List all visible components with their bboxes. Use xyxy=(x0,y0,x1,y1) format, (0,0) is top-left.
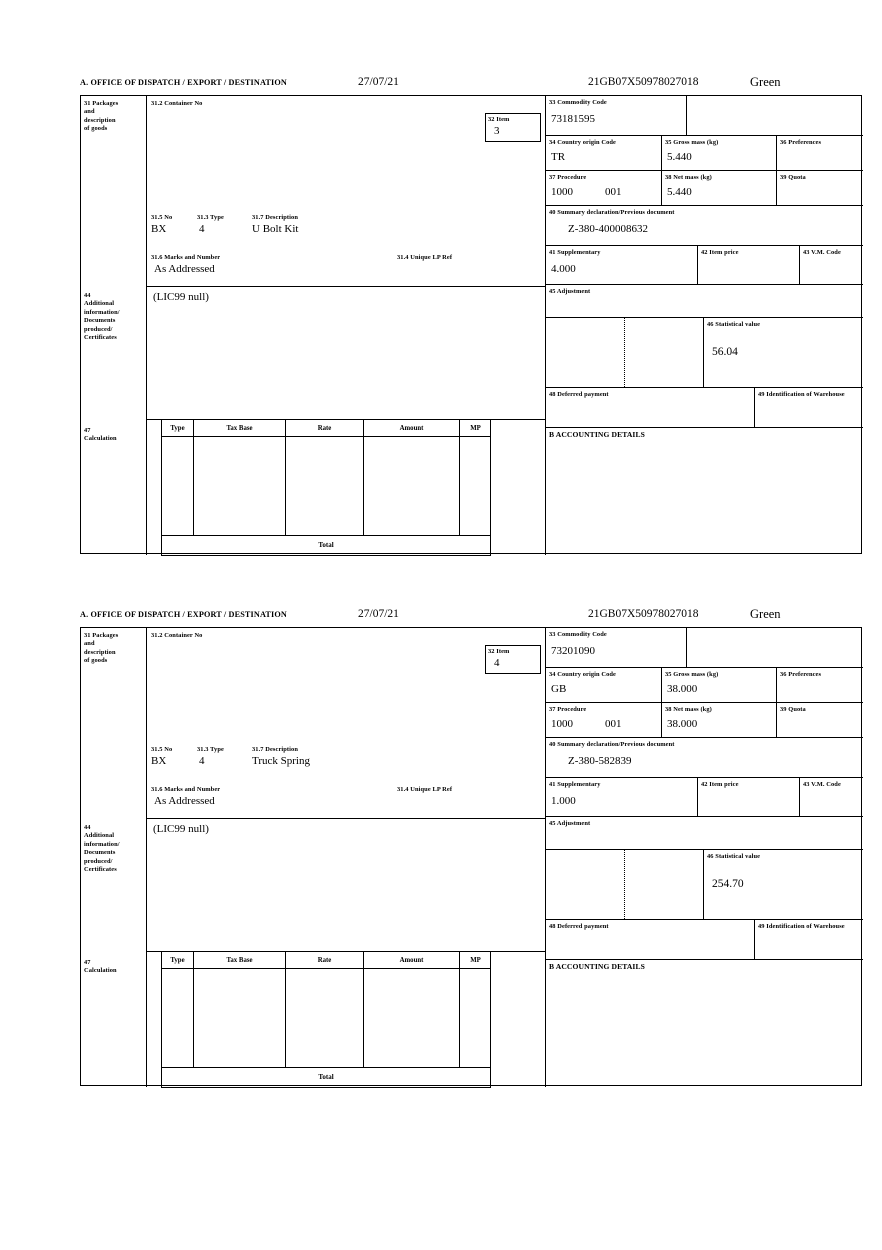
col-header-rate: Rate xyxy=(286,952,364,969)
box36-preferences xyxy=(777,136,863,170)
commodity-code-label: 33 Commodity Code xyxy=(549,99,607,106)
calculation-table xyxy=(161,952,491,1088)
box32-item-number xyxy=(485,113,541,142)
dotted-divider xyxy=(624,850,703,919)
supplementary-value: 1.000 xyxy=(551,795,576,807)
col-header-type: Type xyxy=(162,952,194,969)
table-cell-mp xyxy=(460,969,491,1068)
previous-document-value: Z-380-582839 xyxy=(568,755,632,767)
procedure-label: 37 Procedure xyxy=(549,174,587,181)
table-cell-rate xyxy=(286,437,364,536)
package-type-label: 31.3 Type xyxy=(197,214,224,221)
form-body xyxy=(80,627,862,1086)
country-origin-value: TR xyxy=(551,151,566,163)
box48-49-row xyxy=(546,388,863,428)
calculation-table-body xyxy=(162,969,490,1068)
gross-mass-value: 38.000 xyxy=(667,683,698,695)
warehouse-id-label: 49 Identification of Warehouse xyxy=(758,923,845,930)
country-origin-label: 34 Country origin Code xyxy=(549,671,616,678)
col-header-amount: Amount xyxy=(364,952,460,969)
additional-info-value: (LIC99 null) xyxy=(153,823,209,835)
box37-procedure xyxy=(546,171,662,205)
accounting-details-label: B ACCOUNTING DETAILS xyxy=(549,962,645,971)
box49-warehouse xyxy=(755,920,863,959)
box40-previous-document xyxy=(546,738,863,778)
package-no-value: BX xyxy=(151,755,167,767)
box45-adjustment xyxy=(546,285,863,318)
table-cell-amount xyxy=(364,969,460,1068)
box39-quota xyxy=(777,171,863,205)
statistical-value-value: 56.04 xyxy=(712,346,738,358)
box32-item-number xyxy=(485,645,541,674)
procedure-value: 1000 xyxy=(551,718,573,730)
box36-preferences xyxy=(777,668,863,702)
declaration-date: 27/07/21 xyxy=(358,608,399,620)
preferences-label: 36 Preferences xyxy=(780,671,822,678)
box47-calculation xyxy=(147,951,545,1087)
col-header-mp: MP xyxy=(470,957,481,964)
gross-mass-label: 35 Gross mass (kg) xyxy=(665,671,719,678)
box47-label: 47 Calculation xyxy=(84,959,117,975)
marks-and-number-label: 31.6 Marks and Number xyxy=(151,786,221,793)
left-label-column xyxy=(81,628,147,1087)
box42-item-price xyxy=(698,246,800,284)
package-type-label: 31.3 Type xyxy=(197,746,224,753)
net-mass-value: 5.440 xyxy=(667,186,692,198)
adjustment-label: 45 Adjustment xyxy=(549,288,591,295)
box41-supplementary xyxy=(546,778,698,816)
box35-gross-mass xyxy=(662,136,777,170)
country-origin-label: 34 Country origin Code xyxy=(549,139,616,146)
table-cell-type xyxy=(162,437,194,536)
box34-35-36-row xyxy=(546,668,863,703)
procedure-secondary-value: 001 xyxy=(605,186,622,198)
deferred-payment-label: 48 Deferred payment xyxy=(549,923,609,930)
customs-item-form xyxy=(80,607,862,1086)
col-header-tax-base: Tax Base xyxy=(194,420,286,437)
procedure-label: 37 Procedure xyxy=(549,706,587,713)
box42-item-price xyxy=(698,778,800,816)
box45-adjustment xyxy=(546,817,863,850)
box31-label: 31 Packages and description of goods xyxy=(84,632,119,665)
package-type-value: 4 xyxy=(199,223,205,235)
goods-description-label: 31.7 Description xyxy=(252,214,298,221)
office-of-dispatch-label: A. OFFICE OF DISPATCH / EXPORT / DESTINATION xyxy=(80,78,287,87)
container-no-label: 31.2 Container No xyxy=(151,100,203,107)
box46-statistical-value xyxy=(703,850,863,919)
container-no-label: 31.2 Container No xyxy=(151,632,203,639)
calculation-total-row: Total xyxy=(318,541,334,549)
box37-38-39-row xyxy=(546,703,863,738)
right-column xyxy=(545,628,863,1087)
box37-38-39-row xyxy=(546,171,863,206)
table-cell-type xyxy=(162,969,194,1068)
movement-reference-number: 21GB07X50978027018 xyxy=(588,608,699,620)
accounting-details-label: B ACCOUNTING DETAILS xyxy=(549,430,645,439)
commodity-code-label: 33 Commodity Code xyxy=(549,631,607,638)
package-no-label: 31.5 No xyxy=(151,746,173,753)
supplementary-label: 41 Supplementary xyxy=(549,781,601,788)
net-mass-label: 38 Net mass (kg) xyxy=(665,174,712,181)
col-header-mp: MP xyxy=(470,425,481,432)
unique-lp-ref-label: 31.4 Unique LP Ref xyxy=(397,786,453,793)
quota-label: 39 Quota xyxy=(780,706,806,713)
commodity-code-value: 73181595 xyxy=(551,113,595,125)
col-header-type: Type xyxy=(162,420,194,437)
supplementary-label: 41 Supplementary xyxy=(549,249,601,256)
col-header-rate: Rate xyxy=(286,420,364,437)
calculation-table-header xyxy=(162,952,490,969)
warehouse-id-label: 49 Identification of Warehouse xyxy=(758,391,845,398)
boxB-accounting-details xyxy=(546,960,863,1044)
left-label-column xyxy=(81,96,147,555)
routing-lane: Green xyxy=(750,607,781,621)
marks-and-number-label: 31.6 Marks and Number xyxy=(151,254,221,261)
calculation-total-row: Total xyxy=(318,1073,334,1081)
previous-document-value: Z-380-400008632 xyxy=(568,223,649,235)
box35-gross-mass xyxy=(662,668,777,702)
col-header-amount: Amount xyxy=(364,420,460,437)
box44-additional-information xyxy=(147,818,545,951)
office-of-dispatch-label: A. OFFICE OF DISPATCH / EXPORT / DESTINATION xyxy=(80,610,287,619)
marks-and-number-value: As Addressed xyxy=(154,795,215,807)
box46-statistical-value-row xyxy=(546,850,863,920)
boxB-accounting-details xyxy=(546,428,863,512)
dotted-divider xyxy=(624,318,703,387)
item-no-value: 4 xyxy=(494,657,500,669)
gross-mass-label: 35 Gross mass (kg) xyxy=(665,139,719,146)
form-body xyxy=(80,95,862,554)
procedure-value: 1000 xyxy=(551,186,573,198)
calculation-table-header xyxy=(162,420,490,437)
box34-35-36-row xyxy=(546,136,863,171)
box33-commodity-code xyxy=(546,96,863,136)
table-cell-mp xyxy=(460,437,491,536)
movement-reference-number: 21GB07X50978027018 xyxy=(588,76,699,88)
vm-code-label: 43 V.M. Code xyxy=(803,249,841,256)
box41-supplementary xyxy=(546,246,698,284)
box43-vm-code xyxy=(800,246,863,284)
statistical-value-value: 254.70 xyxy=(712,878,744,890)
calculation-table xyxy=(161,420,491,556)
box38-net-mass xyxy=(662,703,777,737)
box31-label: 31 Packages and description of goods xyxy=(84,100,119,133)
goods-description-value: Truck Spring xyxy=(252,755,310,767)
item-price-label: 42 Item price xyxy=(701,781,739,788)
box38-net-mass xyxy=(662,171,777,205)
procedure-secondary-value: 001 xyxy=(605,718,622,730)
previous-document-label: 40 Summary declaration/Previous document xyxy=(549,741,675,748)
item-no-label: 32 Item xyxy=(488,116,510,123)
item-no-label: 32 Item xyxy=(488,648,510,655)
form-header xyxy=(80,75,862,95)
statistical-value-label: 46 Statistical value xyxy=(707,321,761,328)
quota-label: 39 Quota xyxy=(780,174,806,181)
customs-item-form xyxy=(80,75,862,554)
goods-description-label: 31.7 Description xyxy=(252,746,298,753)
box47-label: 47 Calculation xyxy=(84,427,117,443)
item-price-label: 42 Item price xyxy=(701,249,739,256)
country-origin-value: GB xyxy=(551,683,567,695)
table-cell-tax-base xyxy=(194,437,286,536)
box37-procedure xyxy=(546,703,662,737)
table-cell-amount xyxy=(364,437,460,536)
box41-42-43-row xyxy=(546,246,863,285)
box39-quota xyxy=(777,703,863,737)
box48-49-row xyxy=(546,920,863,960)
package-no-value: BX xyxy=(151,223,167,235)
deferred-payment-label: 48 Deferred payment xyxy=(549,391,609,398)
declaration-date: 27/07/21 xyxy=(358,76,399,88)
box44-label: 44 Additional information/ Documents produced/ Certificates xyxy=(84,292,120,342)
box48-deferred-payment xyxy=(546,388,755,427)
preferences-label: 36 Preferences xyxy=(780,139,822,146)
net-mass-value: 38.000 xyxy=(667,718,698,730)
additional-info-value: (LIC99 null) xyxy=(153,291,209,303)
box41-42-43-row xyxy=(546,778,863,817)
box34-country-origin xyxy=(546,668,662,702)
adjustment-label: 45 Adjustment xyxy=(549,820,591,827)
box43-vm-code xyxy=(800,778,863,816)
box33-commodity-code xyxy=(546,628,863,668)
previous-document-label: 40 Summary declaration/Previous document xyxy=(549,209,675,216)
box47-calculation xyxy=(147,419,545,555)
unique-lp-ref-label: 31.4 Unique LP Ref xyxy=(397,254,453,261)
calculation-table-body xyxy=(162,437,490,536)
routing-lane: Green xyxy=(750,75,781,89)
marks-and-number-value: As Addressed xyxy=(154,263,215,275)
box49-warehouse xyxy=(755,388,863,427)
form-header xyxy=(80,607,862,627)
gross-mass-value: 5.440 xyxy=(667,151,692,163)
right-column xyxy=(545,96,863,555)
box34-country-origin xyxy=(546,136,662,170)
box44-additional-information xyxy=(147,286,545,419)
vm-code-label: 43 V.M. Code xyxy=(803,781,841,788)
box48-deferred-payment xyxy=(546,920,755,959)
goods-description-value: U Bolt Kit xyxy=(252,223,299,235)
commodity-code-value: 73201090 xyxy=(551,645,595,657)
net-mass-label: 38 Net mass (kg) xyxy=(665,706,712,713)
box46-statistical-value xyxy=(703,318,863,387)
box40-previous-document xyxy=(546,206,863,246)
package-type-value: 4 xyxy=(199,755,205,767)
statistical-value-label: 46 Statistical value xyxy=(707,853,761,860)
table-cell-rate xyxy=(286,969,364,1068)
supplementary-value: 4.000 xyxy=(551,263,576,275)
table-cell-tax-base xyxy=(194,969,286,1068)
box46-statistical-value-row xyxy=(546,318,863,388)
box44-label: 44 Additional information/ Documents produced/ Certificates xyxy=(84,824,120,874)
col-header-tax-base: Tax Base xyxy=(194,952,286,969)
package-no-label: 31.5 No xyxy=(151,214,173,221)
item-no-value: 3 xyxy=(494,125,500,137)
